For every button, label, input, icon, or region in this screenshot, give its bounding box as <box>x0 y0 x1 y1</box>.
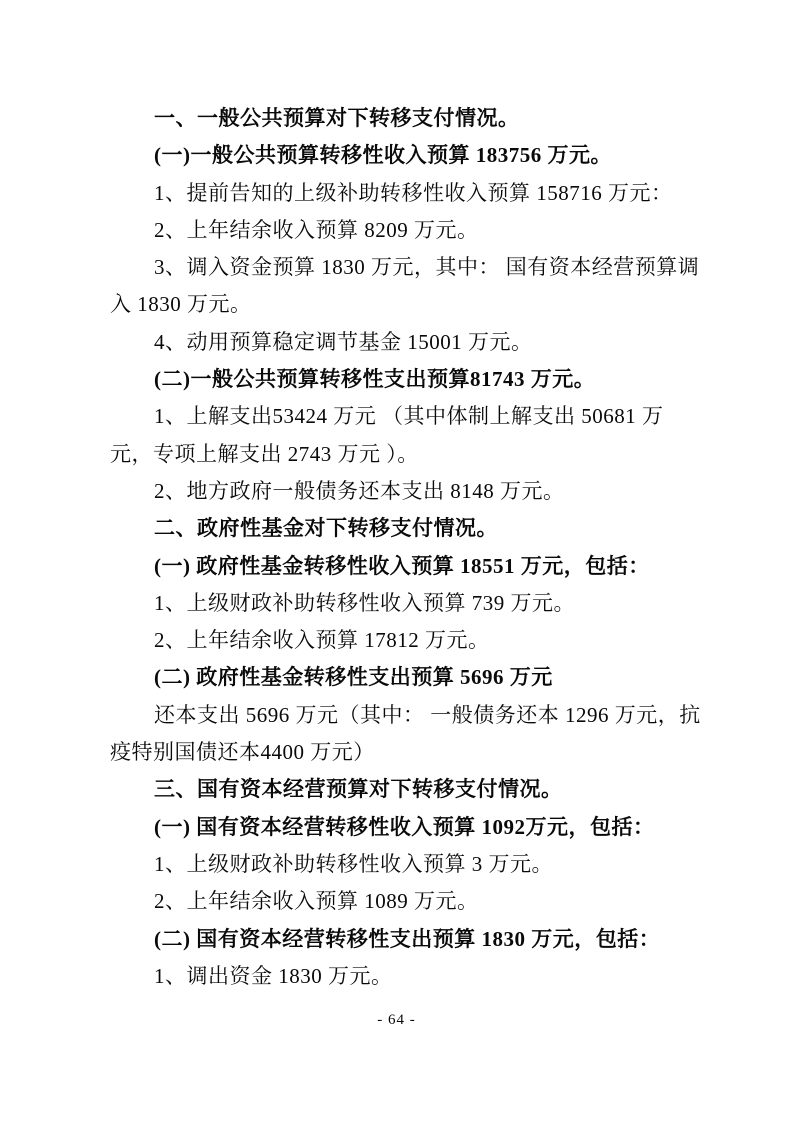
body-line: 1、上解支出53424 万元 （其中体制上解支出 50681 万 <box>154 404 664 429</box>
page-number: - 64 - <box>377 1012 416 1028</box>
body-line: 4、动用预算稳定调节基金 15001 万元。 <box>154 329 533 354</box>
body-line-continuation: 入 1830 万元。 <box>110 292 252 317</box>
body-line: 2、上年结余收入预算 17812 万元。 <box>154 628 490 653</box>
section-heading: 一、一般公共预算对下转移支付情况。 <box>154 106 520 130</box>
document-body <box>110 100 702 995</box>
body-line-continuation: 疫特别国债还本4400 万元） <box>110 740 375 765</box>
body-line: 1、上级财政补助转移性收入预算 739 万元。 <box>154 590 575 615</box>
body-line: 2、地方政府一般债务还本支出 8148 万元。 <box>154 478 565 503</box>
subsection-heading: (一) 国有资本经营转移性收入预算 1092万元，包括： <box>154 814 655 839</box>
body-line: 2、上年结余收入预算 8209 万元。 <box>154 217 479 242</box>
body-line: 3、调入资金预算 1830 万元，其中： 国有资本经营预算调 <box>154 255 700 280</box>
body-line-continuation: 元，专项上解支出 2743 万元 ）。 <box>110 441 419 466</box>
subsection-heading: (二) 国有资本经营转移性支出预算 1830 万元，包括： <box>154 926 661 951</box>
subsection-heading: (一)一般公共预算转移性收入预算 183756 万元。 <box>154 143 612 168</box>
body-line: 2、上年结余收入预算 1089 万元。 <box>154 889 479 914</box>
subsection-heading: (二)一般公共预算转移性支出预算81743 万元。 <box>154 367 596 392</box>
body-line: 1、上级财政补助转移性收入预算 3 万元。 <box>154 851 553 876</box>
body-line: 1、调出资金 1830 万元。 <box>154 963 393 988</box>
section-heading: 二、政府性基金对下转移支付情况。 <box>154 516 498 541</box>
subsection-heading: (一) 政府性基金转移性收入预算 18551 万元，包括： <box>154 553 650 578</box>
body-line: 1、提前告知的上级补助转移性收入预算 158716 万元： <box>154 180 673 205</box>
section-heading: 三、国有资本经营预算对下转移支付情况。 <box>154 777 563 802</box>
body-line: 还本支出 5696 万元（其中： 一般债务还本 1296 万元，抗 <box>154 702 701 727</box>
subsection-heading: (二) 政府性基金转移性支出预算 5696 万元 <box>154 665 553 690</box>
